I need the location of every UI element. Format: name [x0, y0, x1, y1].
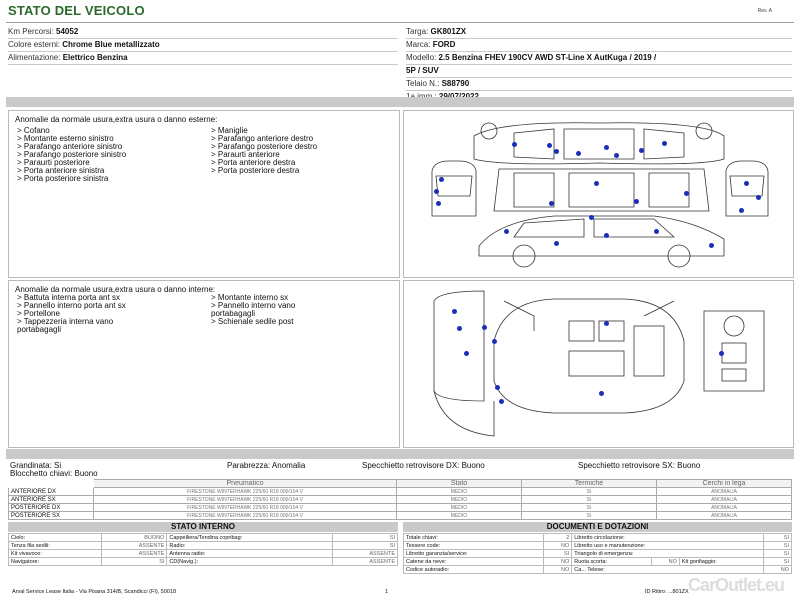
damage-marker [604, 145, 609, 150]
list-item: > Pannello interno vano [211, 301, 296, 310]
watermark-logo: CarOutlet.eu [687, 575, 784, 595]
list-item: > Parafango posteriore sinistro [17, 150, 127, 159]
damage-marker [547, 143, 552, 148]
color-value: Chrome Blue metallizzato [62, 40, 160, 49]
table-row: Cielo: BUONO Cappelliera/Tendina copribag: SI [9, 534, 398, 542]
km-value: 54052 [56, 27, 79, 36]
damage-marker [439, 177, 444, 182]
internal-state-header: STATO INTERNO [8, 522, 398, 532]
header-divider [6, 22, 794, 23]
model-row-cont: 5P / SUV [406, 65, 792, 78]
table-row: Catene da neve: NO Ruota scorta: NO Kit gonfiaggio: SI [404, 558, 792, 566]
damage-marker [756, 195, 761, 200]
internal-damage-panel [8, 280, 400, 448]
fuel-row: Alimentazione: Elettrico Benzina [8, 52, 398, 65]
model-value: 2.5 Benzina FHEV 190CV AWD ST-Line X AutKuga / 2019 / [438, 53, 657, 62]
table-row: ANTERIORE DX FIRESTONE WINTERHAWK 225/60 R18 000/104 V MEDIO SI ANOMALIA [9, 488, 792, 496]
damage-marker [452, 309, 457, 314]
list-item: > Schienale sedile post [211, 317, 294, 326]
table-row: Codice autoradio: NO Ca... Telese: NO [404, 566, 792, 574]
list-item: > Porta anteriore destra [211, 158, 296, 167]
table-row: Tenza fila sedili: ASSENTE Radio: SI [9, 542, 398, 550]
damage-marker [684, 191, 689, 196]
table-row: Tessere code: NO Libretto uso e manutenzione: SI [404, 542, 792, 550]
list-item: > Paraurti anteriore [211, 150, 280, 159]
external-car-diagram [403, 110, 794, 278]
list-item: > Battuta interna porta ant sx [17, 293, 120, 302]
external-damage-list-1 [17, 127, 126, 183]
car-exterior-diagram [404, 111, 793, 277]
hail-status: Grandinata: Si [10, 461, 62, 470]
windshield-status: Parabrezza: Anomalia [227, 461, 306, 470]
internal-state-table [8, 533, 398, 566]
damage-marker [464, 351, 469, 356]
list-item: > Parafango posteriore destro [211, 142, 318, 151]
column-header: Pneumatico [94, 480, 397, 488]
internal-damage-title: Anomalie da normale usura,extra usura o danno interne: [15, 285, 216, 294]
damage-marker [495, 385, 500, 390]
damage-marker [709, 243, 714, 248]
damage-marker [604, 321, 609, 326]
vehicle-info-right [406, 26, 792, 104]
list-item: > Montante esterno sinistro [17, 134, 114, 143]
damage-marker [639, 148, 644, 153]
tyres-table [8, 479, 792, 520]
section-separator-bar [6, 449, 794, 459]
external-damage-title: Anomalie da normale usura,extra usura o danno esterne: [15, 115, 218, 124]
damage-marker [589, 215, 594, 220]
damage-marker [594, 181, 599, 186]
footer-page-number: 1 [385, 589, 389, 595]
list-item: portabagagli [17, 325, 62, 334]
damage-marker [499, 399, 504, 404]
fuel-value: Elettrico Benzina [62, 53, 128, 62]
mirror-right-status: Specchietto retrovisore DX: Buono [362, 461, 485, 470]
damage-marker [549, 201, 554, 206]
plate-value: GK801ZX [430, 27, 467, 36]
key-lock-status: Blocchetto chiavi: Buono [10, 469, 98, 478]
list-item: > Tappezzeria interna vano [17, 317, 114, 326]
damage-marker [504, 229, 509, 234]
model-row: Modello: 2.5 Benzina FHEV 190CV AWD ST-Line X AutKuga / 2019 / [406, 52, 792, 65]
internal-damage-list-1 [17, 294, 126, 334]
internal-damage-list-2 [211, 294, 295, 326]
plate-row: Targa: GK801ZX [406, 26, 792, 39]
table-row: Libretto garanzia/service: SI Triangolo di emergenza: SI [404, 550, 792, 558]
table-row: Kit vivavoce: ASSENTE Antenna radio: ASSENTE [9, 550, 398, 558]
list-item: > Porta anteriore sinistra [17, 166, 105, 175]
damage-marker [576, 151, 581, 156]
damage-marker [719, 351, 724, 356]
table-row: Totale chiavi: 2 Libretto circolazione: SI [404, 534, 792, 542]
table-row: Navigatore: SI CD(Navig.): ASSENTE [9, 558, 398, 566]
mirror-left-status: Specchietto retrovisore SX: Buono [578, 461, 701, 470]
damage-marker [457, 326, 462, 331]
car-interior-diagram [404, 281, 793, 447]
damage-marker [604, 233, 609, 238]
color-row: Colore esterni: Chrome Blue metallizzato [8, 39, 398, 52]
damage-marker [599, 391, 604, 396]
footer-company: Arval Service Lease Italia - Via Pisana 314/B, Scandicci (FI), 50018 [12, 589, 177, 595]
damage-marker [634, 199, 639, 204]
damage-marker [554, 149, 559, 154]
damage-marker [739, 208, 744, 213]
list-item: > Montante interno sx [211, 293, 289, 302]
brand-row: Marca: FORD [406, 39, 792, 52]
damage-marker [436, 201, 441, 206]
vehicle-info-left [8, 26, 398, 65]
list-item: portabagagli [211, 309, 256, 318]
damage-marker [434, 189, 439, 194]
documents-header: DOCUMENTI E DOTAZIONI [403, 522, 792, 532]
documents-table [403, 533, 792, 574]
list-item: > Maniglie [211, 126, 248, 135]
page-title: STATO DEL VEICOLO [8, 3, 145, 18]
table-row: POSTERIORE DX FIRESTONE WINTERHAWK 225/60 R18 000/104 V MEDIO SI ANOMALIA [9, 504, 792, 512]
brand-value: FORD [432, 40, 456, 49]
list-item: > Portellone [17, 309, 60, 318]
chassis-row: Telaio N.: S88790 [406, 78, 792, 91]
list-item: > Pannello interno porta ant sx [17, 301, 126, 310]
list-item: > Porta posteriore sinistra [17, 174, 109, 183]
damage-marker [554, 241, 559, 246]
list-item: > Parafango anteriore destro [211, 134, 314, 143]
damage-marker [482, 325, 487, 330]
damage-marker [654, 229, 659, 234]
list-item: > Paraurti posteriore [17, 158, 90, 167]
km-row: Km Percorsi: 54052 [8, 26, 398, 39]
column-header: Stato [397, 480, 522, 488]
chassis-value: S88790 [441, 79, 470, 88]
list-item: > Cofano [17, 126, 50, 135]
column-header: Cerchi in lega [657, 480, 792, 488]
damage-marker [512, 142, 517, 147]
section-separator-bar [6, 97, 794, 107]
list-item: > Porta posteriore destra [211, 166, 300, 175]
external-damage-panel [8, 110, 400, 278]
internal-car-diagram [403, 280, 794, 448]
column-header: Termiche [522, 480, 657, 488]
damage-marker [744, 181, 749, 186]
damage-marker [492, 339, 497, 344]
list-item: > Parafango anteriore sinistro [17, 142, 123, 151]
damage-marker [614, 153, 619, 158]
revision-label: Rev. A [757, 8, 772, 14]
table-row: ANTERIORE SX FIRESTONE WINTERHAWK 225/60 R18 000/104 V MEDIO SI ANOMALIA [9, 496, 792, 504]
damage-marker [662, 141, 667, 146]
external-damage-list-2 [211, 127, 317, 175]
footer-pickup-id: ID Ritiro: ...801ZX [645, 589, 689, 595]
table-row: POSTERIORE SX FIRESTONE WINTERHAWK 225/60 R18 000/104 V MEDIO SI ANOMALIA [9, 512, 792, 520]
